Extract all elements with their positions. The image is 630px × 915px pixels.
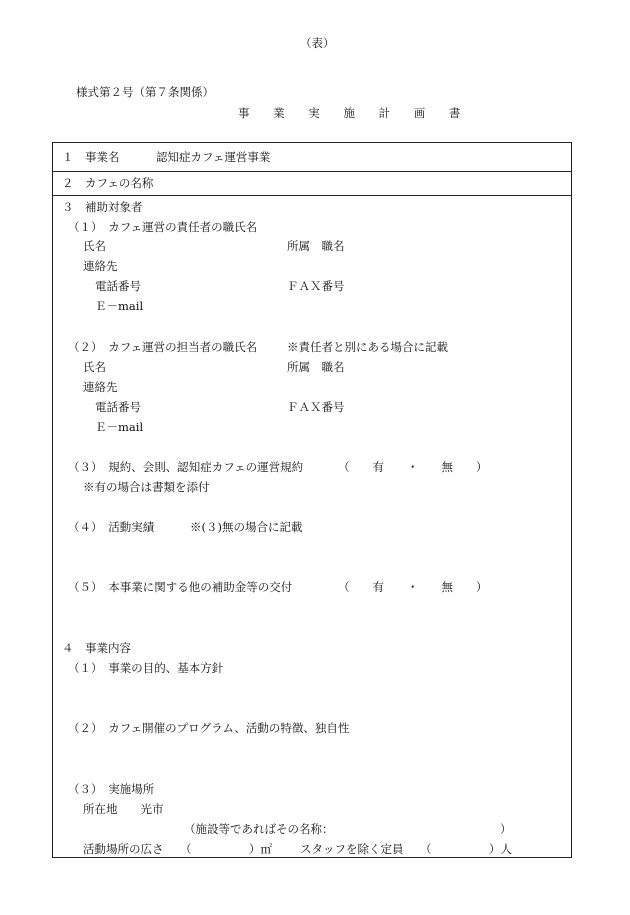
section-3-heading: ３ 補助対象者 — [62, 200, 143, 214]
section-4-heading: ４ 事業内容 — [62, 641, 131, 655]
responsible-contact-label: 連絡先 — [83, 259, 118, 273]
venue-capacity-field: （ ）人 — [420, 842, 512, 856]
contact-person-fax-label: ＦＡＸ番号 — [287, 400, 345, 414]
contact-person-note: ※責任者と別にある場合に記載 — [287, 340, 448, 354]
project-name-value: 認知症カフェ運営事業 — [156, 150, 271, 164]
subsidy-heading: （５） 本事業に関する他の補助金等の交付 — [68, 580, 293, 594]
venue-area-label: 活動場所の広さ — [83, 842, 164, 856]
venue-heading: （３） 実施場所 — [68, 782, 155, 796]
row-divider-1 — [53, 171, 571, 172]
venue-location-label: 所在地 光市 — [83, 802, 164, 816]
responsible-email-label: Ｅ－mail — [95, 299, 144, 313]
project-name-label: １ 事業名 — [62, 150, 120, 164]
venue-facility-note: （施設等であればその名称： — [184, 822, 334, 836]
cafe-name-label: ２ カフェの名称 — [62, 176, 154, 190]
contact-person-email-label: Ｅ－mail — [95, 420, 144, 434]
row-divider-2 — [53, 195, 571, 196]
responsible-fax-label: ＦＡＸ番号 — [287, 279, 345, 293]
subsidy-choice: （ 有 ・ 無 ） — [338, 580, 488, 594]
achievements-heading: （４） 活動実績 — [68, 520, 155, 534]
responsible-phone-label: 電話番号 — [95, 279, 141, 293]
rules-heading: （３） 規約、会則、認知症カフェの運営規約 — [68, 460, 304, 474]
contact-person-heading: （２） カフェ運営の担当者の職氏名 — [68, 340, 258, 354]
contact-person-affiliation-label: 所属 職名 — [287, 360, 345, 374]
contact-person-contact-label: 連絡先 — [83, 380, 118, 394]
contact-person-name-label: 氏名 — [83, 360, 106, 374]
responsible-affiliation-label: 所属 職名 — [287, 239, 345, 253]
page-side-label: （表） — [300, 36, 335, 50]
venue-area-field: （ ）㎡ — [180, 842, 272, 856]
venue-facility-close: ） — [500, 822, 512, 836]
contact-person-phone-label: 電話番号 — [95, 400, 141, 414]
rules-choice: （ 有 ・ 無 ） — [338, 460, 488, 474]
achievements-note: ※(３)無の場合に記載 — [190, 520, 303, 534]
purpose-heading: （１） 事業の目的、基本方針 — [68, 661, 224, 675]
page-title: 事 業 実 施 計 画 書 — [238, 106, 471, 120]
form-number: 様式第２号（第７条関係） — [76, 85, 214, 99]
responsible-name-label: 氏名 — [83, 239, 106, 253]
responsible-heading: （１） カフェ運営の責任者の職氏名 — [68, 220, 258, 234]
rules-note: ※有の場合は書類を添付 — [83, 480, 210, 494]
venue-capacity-label: スタッフを除く定員 — [300, 842, 404, 856]
program-heading: （２） カフェ開催のプログラム、活動の特徴、独自性 — [68, 721, 350, 735]
